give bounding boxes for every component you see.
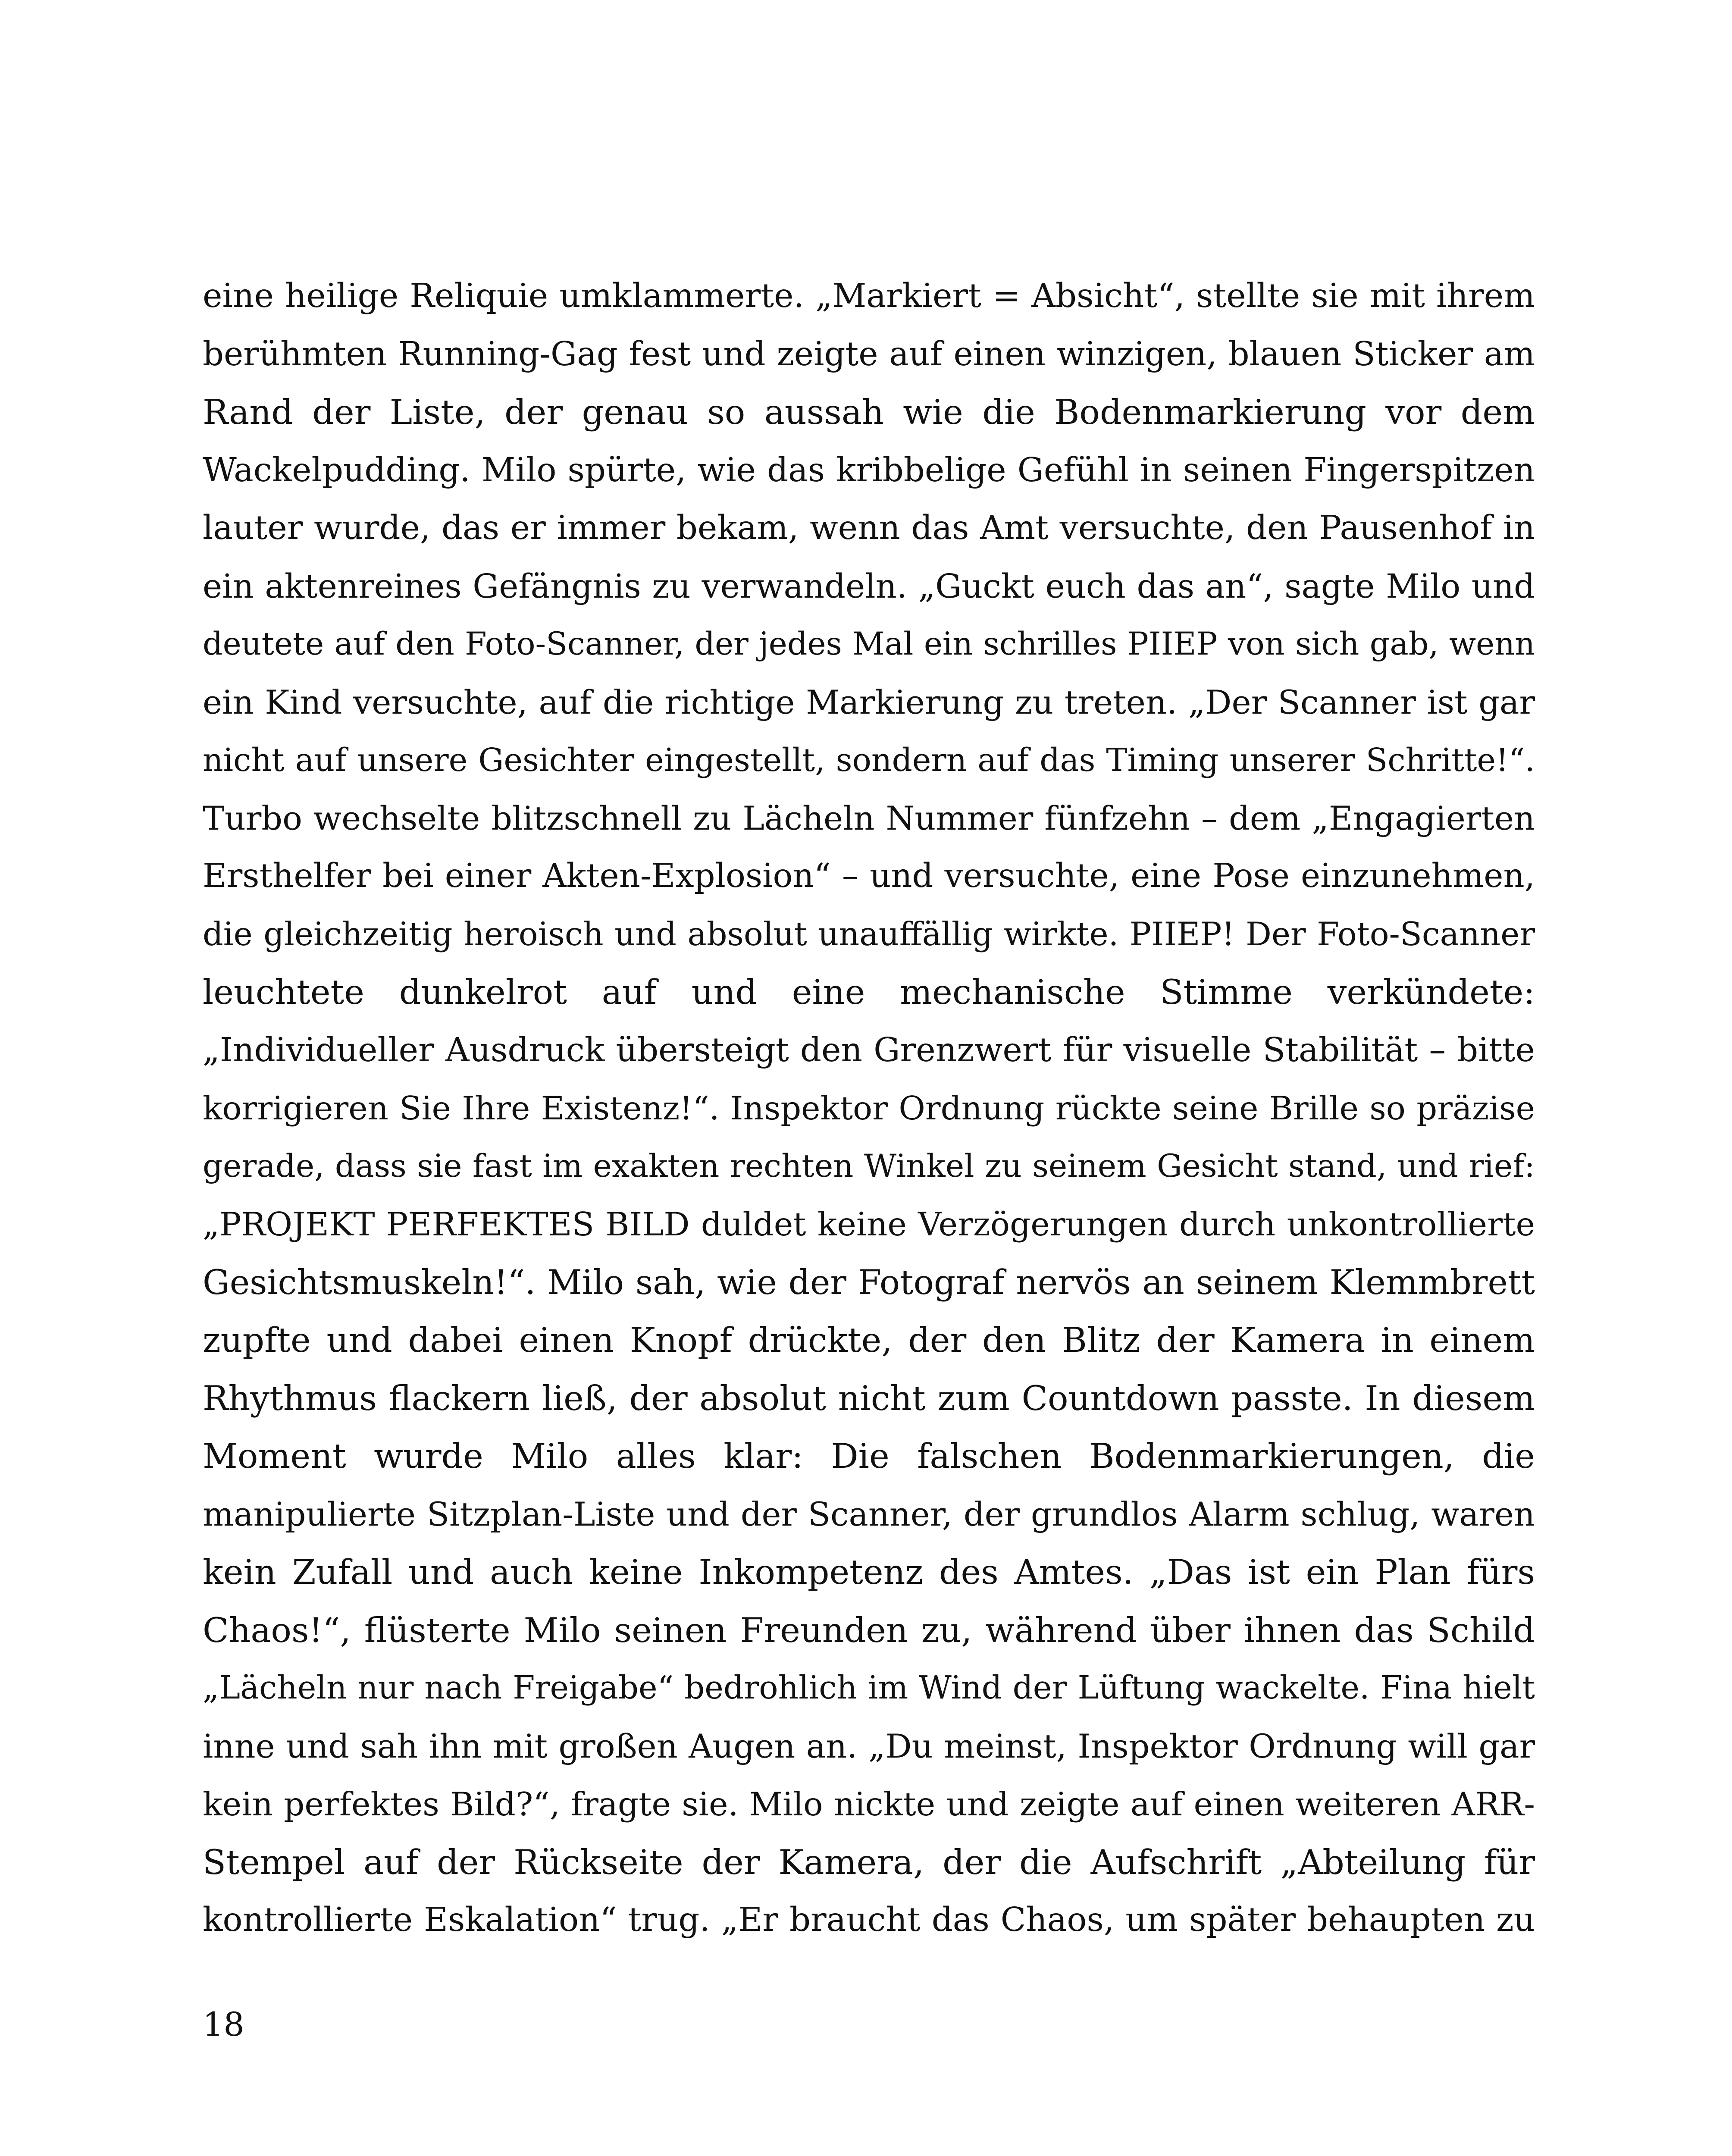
text-line: eine heilige Reliquie umklammerte. „Markiert = Absicht“, stellte sie mit ihrem — [203, 277, 1535, 315]
text-line: Rhythmus flackern ließ, der absolut nicht zum Countdown passte. In diesem — [203, 1378, 1535, 1418]
text-line: korrigieren Sie Ihre Existenz!“. Inspektor Ordnung rückte seine Brille so präzise — [203, 1089, 1535, 1127]
text-line: lauter wurde, das er immer bekam, wenn das Amt versuchte, den Pausenhof in — [203, 509, 1535, 547]
text-line: die gleichzeitig heroisch und absolut unauffällig wirkte. PIIEP! Der Foto-Scanner — [203, 915, 1535, 953]
text-line: kein Zufall und auch keine Inkompetenz des Amtes. „Das ist ein Plan fürs — [203, 1552, 1535, 1592]
text-line: Gesichtsmuskeln!“. Milo sah, wie der Fotograf nervös an seinem Klemmbrett — [203, 1262, 1535, 1302]
text-line: ein aktenreines Gefängnis zu verwandeln. „Guckt euch das an“, sagte Milo und — [203, 567, 1535, 605]
text-line: Moment wurde Milo alles klar: Die falschen Bodenmarkierungen, die — [203, 1436, 1535, 1476]
text-line: „Lächeln nur nach Freigabe“ bedrohlich im Wind der Lüftung wackelte. Fina hielt — [203, 1670, 1535, 1706]
text-line: kein perfektes Bild?“, fragte sie. Milo nickte und zeigte auf einen weiteren ARR- — [203, 1785, 1535, 1823]
text-line: gerade, dass sie fast im exakten rechten Winkel zu seinem Gesicht stand, und rief: — [203, 1147, 1535, 1185]
text-line: Rand der Liste, der genau so aussah wie die Bodenmarkierung vor dem — [203, 392, 1535, 432]
text-line: Ersthelfer bei einer Akten-Explosion“ – und versuchte, eine Pose einzunehmen, — [203, 857, 1535, 895]
body-text — [203, 267, 1535, 1949]
text-line: berühmten Running-Gag fest und zeigte auf einen winzigen, blauen Sticker am — [203, 335, 1535, 373]
text-line: Wackelpudding. Milo spürte, wie das kribbelige Gefühl in seinen Fingerspitzen — [203, 451, 1535, 489]
text-line: deutete auf den Foto-Scanner, der jedes Mal ein schrilles PIIEP von sich gab, wenn — [203, 626, 1535, 662]
text-line: Chaos!“, flüsterte Milo seinen Freunden zu, während über ihnen das Schild — [203, 1610, 1535, 1650]
text-line: zupfte und dabei einen Knopf drückte, der den Blitz der Kamera in einem — [203, 1320, 1535, 1360]
text-line: ein Kind versuchte, auf die richtige Markierung zu treten. „Der Scanner ist gar — [203, 683, 1535, 721]
text-line: manipulierte Sitzplan-Liste und der Scanner, der grundlos Alarm schlug, waren — [203, 1495, 1535, 1533]
text-line: inne und sah ihn mit großen Augen an. „Du meinst, Inspektor Ordnung will gar — [203, 1727, 1535, 1765]
page-number: 18 — [203, 2005, 244, 2043]
text-line: „Individueller Ausdruck übersteigt den Grenzwert für visuelle Stabilität – bitte — [203, 1031, 1535, 1069]
text-line: kontrollierte Eskalation“ trug. „Er braucht das Chaos, um später behaupten zu — [203, 1901, 1535, 1939]
text-line: Turbo wechselte blitzschnell zu Lächeln Nummer fünfzehn – dem „Engagierten — [203, 799, 1535, 837]
text-line: Stempel auf der Rückseite der Kamera, der die Aufschrift „Abteilung für — [203, 1842, 1535, 1882]
text-line: leuchtete dunkelrot auf und eine mechanische Stimme verkündete: — [203, 972, 1535, 1012]
text-line: nicht auf unsere Gesichter eingestellt, sondern auf das Timing unserer Schritte!“. — [203, 742, 1535, 779]
text-line: „PROJEKT PERFEKTES BILD duldet keine Verzögerungen durch unkontrollierte — [203, 1205, 1535, 1243]
